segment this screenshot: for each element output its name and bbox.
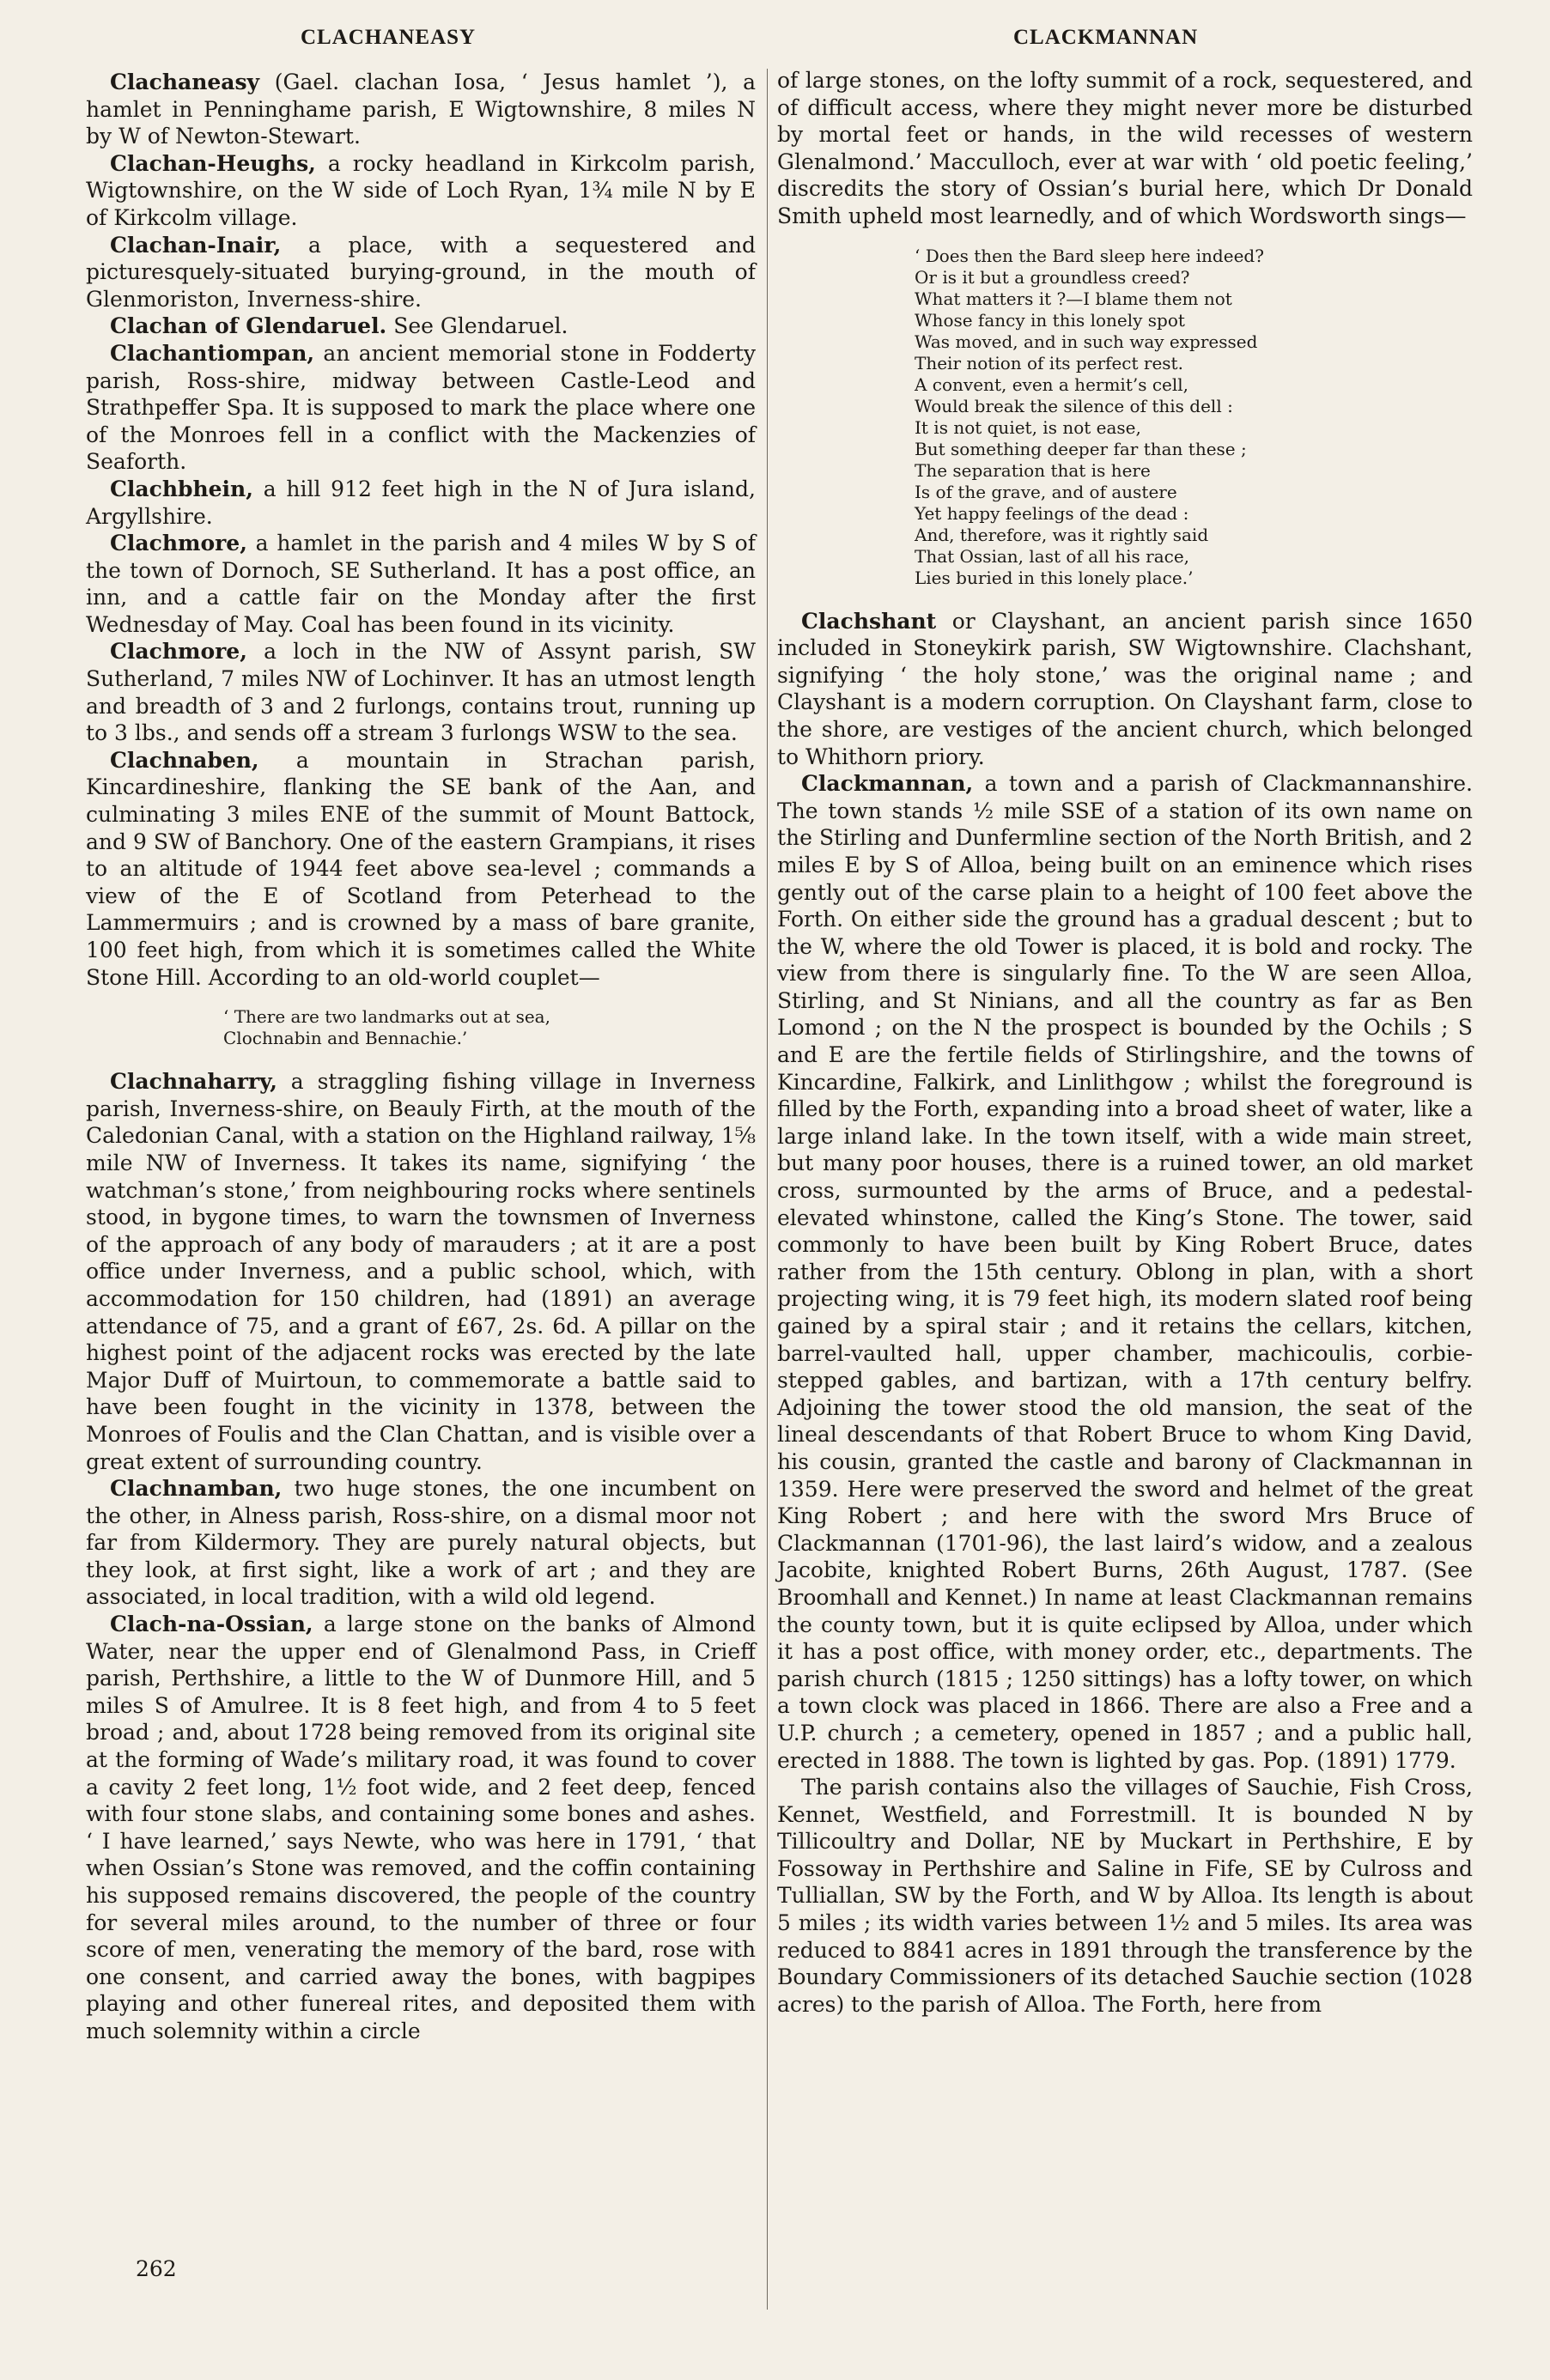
entry-headword: Clachan-Heughs, bbox=[110, 150, 316, 176]
gazetteer-entry bbox=[86, 1611, 756, 2045]
gazetteer-entry bbox=[86, 476, 756, 530]
right-entries bbox=[777, 608, 1473, 1775]
quote-line: Was moved, and in such way expressed bbox=[915, 331, 1258, 352]
parish-paragraph: The parish contains also the villages of Sauchie, Fish Cross, Kennet, Westfield, and Forrestmill. It is bounded N by Tillicoultry and Dollar, NE by Muckart in Perthshire, E by Fossoway in Perthshire and Saline in Fife, SE by Culross and Tulliallan, SW by the Forth, and W by Alloa. Its length is about 5 miles ; its width varies between 1½ and 5 miles. Its area was reduced to 8841 acres in 1891 through the transference by the Boundary Commissioners of its detached Sauchie section (1028 acres) to the parish of Alloa. The Forth, here from bbox=[777, 1775, 1473, 2017]
gazetteer-entry bbox=[86, 638, 756, 746]
gazetteer-entry bbox=[86, 69, 756, 150]
left-entries-after bbox=[86, 1068, 756, 2044]
quote-line: But something deeper far than these ; bbox=[915, 438, 1247, 459]
entry-headword: Clachantiompan, bbox=[110, 340, 315, 366]
entry-headword: Clachaneasy bbox=[110, 70, 260, 94]
quote-line: ‘ Does then the Bard sleep here indeed? bbox=[915, 245, 1264, 266]
quote-line: That Ossian, last of all his race, bbox=[915, 545, 1190, 567]
running-header-right: CLACKMANNAN bbox=[1013, 26, 1199, 49]
entry-text: (Gael. clachan Iosa, ‘ Jesus hamlet ’), a hamlet in Penninghame parish, E Wigtownshire, 8 miles N by W of Newton-Stewart. bbox=[86, 70, 756, 149]
entry-headword: Clachnaben, bbox=[110, 747, 259, 773]
entry-text: a large stone on the banks of Almond Water, near the upper end of Glenalmond Pass, in Crieff parish, Perthshire, a little to the W of Dunmore Hill, and 5 miles S of Amulree. It is 8 feet high, and from 4 to 5 feet broad ; and, about 1728 being removed from its original site at the forming of Wade’s military road, it was found to cover a cavity 2 feet long, 1½ foot wide, and 2 feet deep, fenced with four stone slabs, and containing some bones and ashes. ‘ I have learned,’ says Newte, who was here in 1791, ‘ that when Ossian’s Stone was removed, and the coffin containing his supposed remains discovered, the people of the country for several miles around, to the number of three or four score of men, venerating the memory of the bard, rose with one consent, and carried away the bones, with bagpipes playing and other funereal rites, and deposited them with much solemnity within a circle bbox=[86, 1612, 756, 2043]
entry-text: a straggling fishing village in Inverness parish, Inverness-shire, on Beauly Firth, at the mouth of the Caledonian Canal, with a station on the Highland railway, 1⅝ mile NW of Inverness. It takes its name, signifying ‘ the watchman’s stone,’ from neighbouring rocks where sentinels stood, in bygone times, to warn the townsmen of Inverness of the approach of any body of marauders ; at it are a post office under Inverness, and a public school, which, with accommodation for 150 children, had (1891) an average attendance of 75, and a grant of £67, 2s. 6d. A pillar on the highest point of the adjacent rocks was erected by the late Major Duff of Muirtoun, to commemorate a battle said to have been fought in the vicinity in 1378, between the Monroes of Foulis and the Clan Chattan, and is visible over a great extent of surrounding country. bbox=[86, 1069, 756, 1474]
page-number: 262 bbox=[136, 2256, 177, 2281]
entry-text: a rocky headland in Kirkcolm parish, Wigtownshire, on the W side of Loch Ryan, 1¾ mile N by E of Kirkcolm village. bbox=[86, 150, 756, 230]
entry-headword: Clachmore, bbox=[110, 639, 247, 665]
quote-line: Their notion of its perfect rest. bbox=[915, 352, 1183, 373]
quote-line: Is of the grave, and of austere bbox=[915, 481, 1177, 502]
gazetteer-entry bbox=[86, 1475, 756, 1611]
entry-text: a loch in the NW of Assynt parish, SW Sutherland, 7 miles NW of Lochinver. It has an utmost length and breadth of 3 and 2 furlongs, contains trout, running up to 3 lbs., and sends off a stream 3 furlongs WSW to the sea. bbox=[86, 639, 756, 746]
quote-line: Would break the silence of this dell : bbox=[915, 395, 1233, 416]
couplet-quote bbox=[86, 1006, 756, 1049]
running-header bbox=[0, 26, 1550, 60]
entry-text: See Glendaruel. bbox=[386, 313, 568, 339]
column-divider bbox=[767, 69, 768, 2310]
wordsworth-quote bbox=[777, 246, 1473, 589]
gazetteer-entry bbox=[86, 313, 756, 340]
entry-text: or Clayshant, an ancient parish since 1650 included in Stoneykirk parish, SW Wigtownshire. Clachshant, signifying ‘ the holy stone,’ was the original name ; and Clayshant is a modern corruption. On Clayshant farm, close to the shore, are vestiges of the ancient church, which belonged to Whithorn priory. bbox=[777, 608, 1473, 769]
gazetteer-entry bbox=[777, 770, 1473, 1774]
continuation-paragraph: of large stones, on the lofty summit of a rock, sequestered, and of difficult access, where they might never more be disturbed by mortal feet or hands, in the wild recesses of western Glenalmond.’ Macculloch, ever at war with ‘ old poetic feeling,’ discredits the story of Ossian’s burial here, which Dr Donald Smith upheld most learnedly, and of which Wordsworth sings— bbox=[777, 68, 1473, 228]
quote-line: ‘ There are two landmarks out at sea, bbox=[223, 1006, 550, 1028]
gazetteer-entry bbox=[86, 530, 756, 638]
entry-headword: Clach-na-Ossian, bbox=[110, 1612, 313, 1637]
gazetteer-entry bbox=[86, 747, 756, 991]
entry-text: a place, with a sequestered and picturesquely-situated burying-ground, in the mouth of Glenmoriston, Inverness-shire. bbox=[86, 232, 756, 312]
left-column bbox=[86, 69, 756, 2045]
gazetteer-entry bbox=[86, 1068, 756, 1475]
entry-headword: Clachshant bbox=[801, 608, 937, 634]
entry-headword: Clachnamban, bbox=[110, 1476, 283, 1502]
entry-headword: Clachmore, bbox=[110, 531, 247, 556]
gazetteer-entry bbox=[86, 232, 756, 313]
quote-line: What matters it ?—I blame them not bbox=[915, 288, 1232, 309]
entry-headword: Clachnaharry, bbox=[110, 1069, 277, 1095]
quote-line: Lies buried in this lonely place.’ bbox=[915, 567, 1194, 588]
entry-headword: Clachan-Inair, bbox=[110, 232, 282, 258]
quote-line: And, therefore, was it rightly said bbox=[915, 524, 1209, 545]
entry-headword: Clackmannan, bbox=[801, 771, 974, 797]
gazetteer-entry bbox=[777, 608, 1473, 771]
entry-text: a hamlet in the parish and 4 miles W by S of the town of Dornoch, SE Sutherland. It has a post office, an inn, and a cattle fair on the Monday after the first Wednesday of May. Coal has been found in its vicinity. bbox=[86, 531, 756, 637]
entry-text: an ancient memorial stone in Fodderty parish, Ross-shire, midway between Castle-Leod and Strathpeffer Spa. It is supposed to mark the place where one of the Monroes fell in a conflict with the Mackenzies of Seaforth. bbox=[86, 340, 756, 475]
entry-text: two huge stones, the one incumbent on the other, in Alness parish, Ross-shire, on a dismal moor not far from Kildermory. They are purely natural objects, but they look, at first sight, like a work of art ; and they are associated, in local tradition, with a wild old legend. bbox=[86, 1476, 756, 1610]
quote-line: The separation that is here bbox=[915, 459, 1151, 481]
quote-line: A convent, even a hermit’s cell, bbox=[915, 373, 1189, 395]
quote-line: It is not quiet, is not ease, bbox=[915, 416, 1141, 438]
gazetteer-entry bbox=[86, 150, 756, 232]
entry-text: a mountain in Strachan parish, Kincardineshire, flanking the SE bank of the Aan, and culminating 3 miles ENE of the summit of Mount Battock, and 9 SW of Banchory. One of the eastern Grampians, it rises to an altitude of 1944 feet above sea-level ; commands a view of the E of Scotland from Peterhead to the Lammermuirs ; and is crowned by a mass of bare granite, 100 feet high, from which it is sometimes called the White Stone Hill. According to an old-world couplet— bbox=[86, 747, 756, 990]
entry-headword: Clachan of Glendaruel. bbox=[110, 313, 387, 339]
quote-line: Whose fancy in this lonely spot bbox=[915, 309, 1185, 331]
left-entries bbox=[86, 69, 756, 991]
quote-line: Or is it but a groundless creed? bbox=[915, 266, 1190, 288]
gazetteer-entry bbox=[86, 340, 756, 476]
entry-text: a town and a parish of Clackmannanshire. The town stands ½ mile SSE of a station of its own name on the Stirling and Dunfermline section of the North British, and 2 miles E by S of Alloa, being built on an eminence which rises gently out of the carse plain to a height of 100 feet above the Forth. On either side the ground has a gradual descent ; but to the W, where the old Tower is placed, it is bold and rocky. The view from there is singularly fine. To the W are seen Alloa, Stirling, and St Ninians, and all the country as far as Ben Lomond ; on the N the prospect is bounded by the Ochils ; S and E are the fertile fields of Stirlingshire, and the towns of Kincardine, Falkirk, and Linlithgow ; whilst the foreground is filled by the Forth, expanding into a broad sheet of water, like a large inland lake. In the town itself, with a wide main street, but many poor houses, there is a ruined tower, an old market cross, surmounted by the arms of Bruce, and a pedestal-elevated whinstone, called the King’s Stone. The tower, said commonly to have been built by King Robert Bruce, dates rather from the 15th century. Oblong in plan, with a short projecting wing, it is 79 feet high, its modern slated roof being gained by a spiral stair ; and it retains the cellars, kitchen, barrel-vaulted hall, upper chamber, machicoulis, corbie-stepped gables, and bartizan, with a 17th century belfry. Adjoining the tower stood the old mansion, the seat of the lineal descendants of that Robert Bruce to whom King David, his cousin, granted the castle and barony of Clackmannan in 1359. Here were preserved the sword and helmet of the great King Robert ; and here with the sword Mrs Bruce of Clackmannan (1701-96), the last laird’s widow, and a zealous Jacobite, knighted Robert Burns, 26th August, 1787. (See Broomhall and Kennet.) In name at least Clackmannan remains the county town, but it is quite eclipsed by Alloa, under which it has a post office, with money order, etc., departments. The parish church (1815 ; 1250 sittings) has a lofty tower, on which a town clock was placed in 1866. There are also a Free and a U.P. church ; a cemetery, opened in 1857 ; and a public hall, erected in 1888. The town is lighted by gas. Pop. (1891) 1779. bbox=[777, 771, 1473, 1773]
quote-line: Clochnabin and Bennachie.’ bbox=[223, 1028, 468, 1049]
entry-text: a hill 912 feet high in the N of Jura island, Argyllshire. bbox=[86, 476, 756, 529]
running-header-left: CLACHANEASY bbox=[301, 26, 477, 49]
entry-headword: Clachbhein, bbox=[110, 476, 253, 501]
quote-line: Yet happy feelings of the dead : bbox=[915, 502, 1189, 524]
right-column bbox=[777, 67, 1473, 2018]
